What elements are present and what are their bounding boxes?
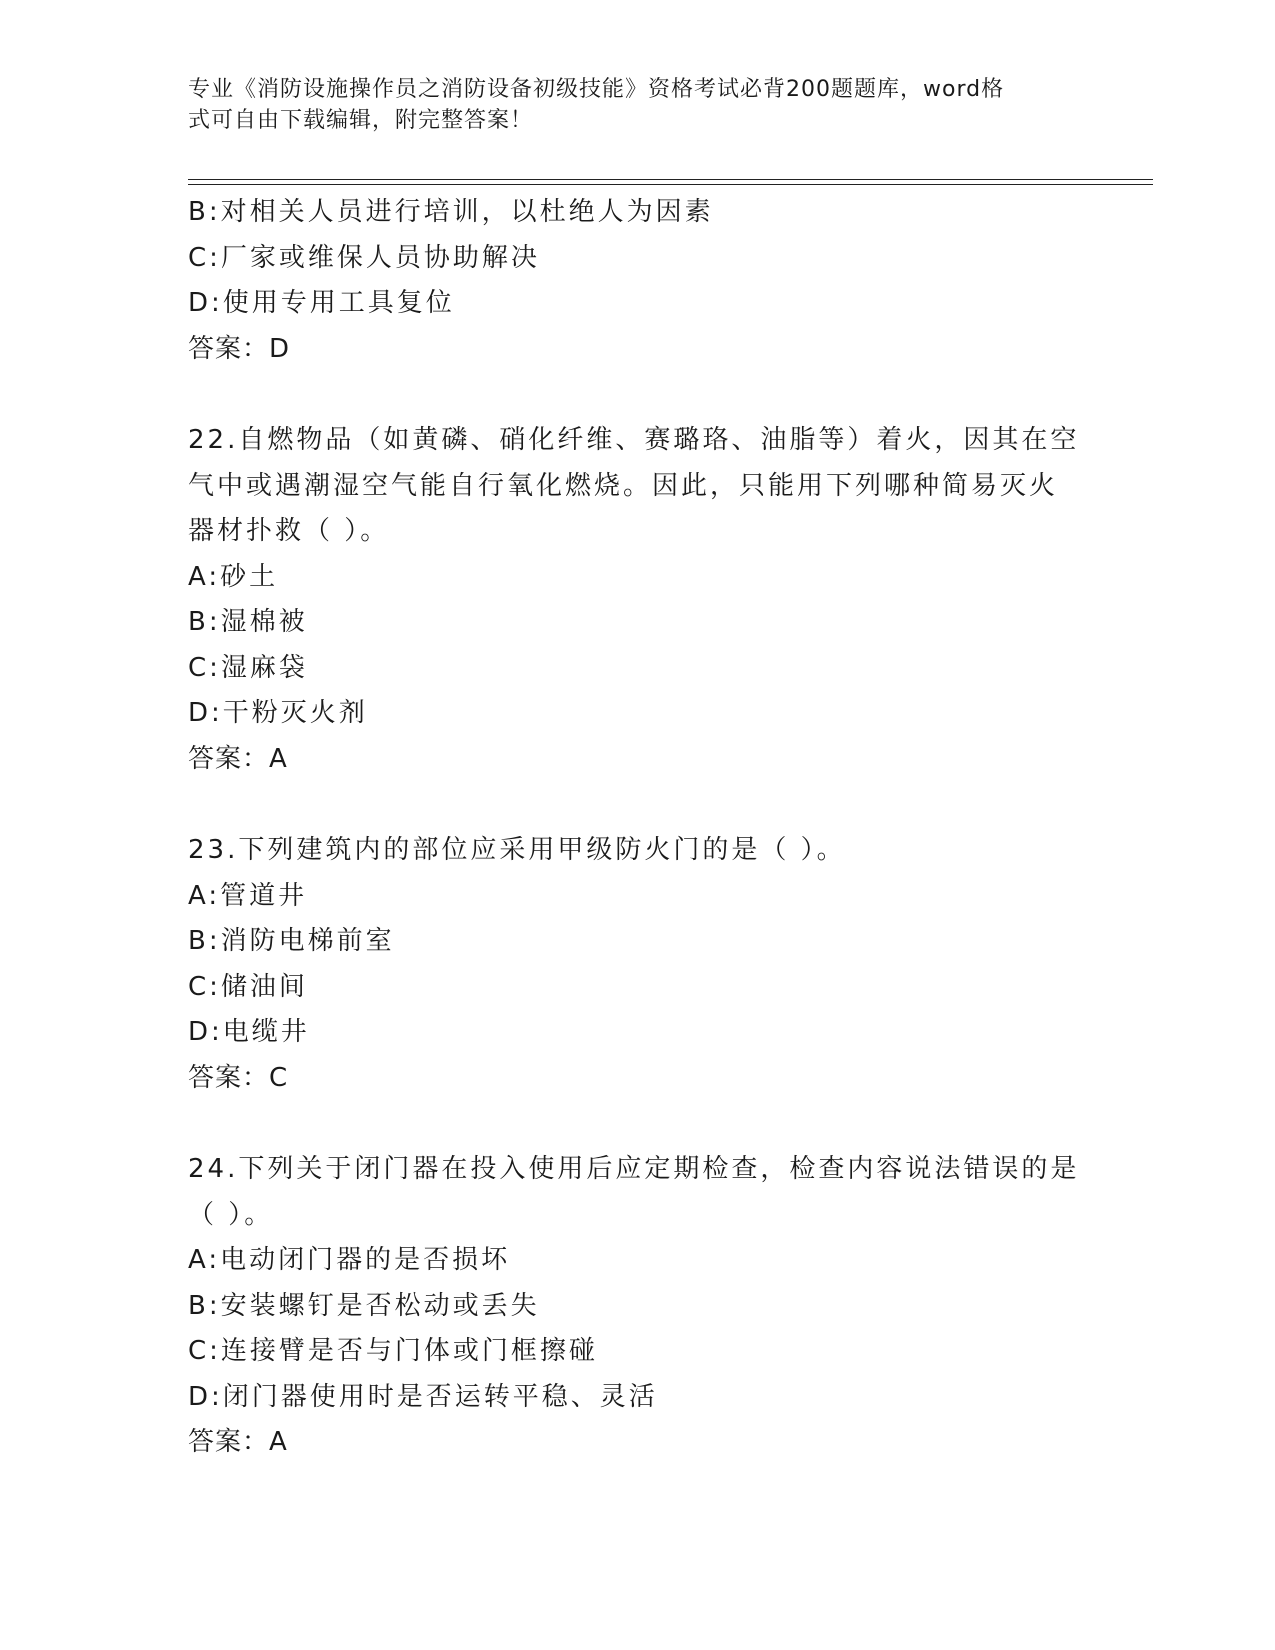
option-d: D:闭门器使用时是否运转平稳、灵活 [188,1381,658,1412]
question-list [188,190,1088,1466]
option-b: B:安装螺钉是否松动或丢失 [188,1290,540,1321]
question-24 [188,1147,1088,1466]
option-c: C:储油间 [188,971,308,1002]
question-stem-line: 24.下列关于闭门器在投入使用后应定期检查，检查内容说法错误的是 [188,1154,1080,1184]
option-b: B:消防电梯前室 [188,926,395,956]
header-divider-bottom [188,184,1153,185]
question-spacer [188,782,1088,828]
answer: 答案：A [188,743,288,774]
option-d: D:电缆井 [188,1017,310,1047]
answer: 答案：D [188,333,291,364]
option-d: D:干粉灭火剂 [188,698,368,728]
header-line-1: 专业《消防设施操作员之消防设备初级技能》资格考试必背200题题库，word格 [188,77,1005,102]
document-header [188,74,1068,136]
question-spacer [188,1101,1088,1147]
question-stem-line: （ ）。 [188,1199,274,1230]
question-stem-line: 气中或遇潮湿空气能自行氧化燃烧。因此，只能用下列哪种简易灭火 [188,470,1059,501]
question-21-tail [188,190,1088,372]
option-c: C:湿麻袋 [188,652,308,683]
option-c: C:连接臂是否与门体或门框擦碰 [188,1336,598,1366]
option-c: C:厂家或维保人员协助解决 [188,242,540,273]
answer: 答案：A [188,1427,288,1457]
question-stem-line: 器材扑救（ ）。 [188,516,390,546]
header-divider-top [188,179,1153,180]
question-spacer [188,372,1088,418]
option-a: A:电动闭门器的是否损坏 [188,1245,511,1275]
question-23 [188,828,1088,1101]
option-a: A:砂土 [188,561,279,592]
option-b: B:对相关人员进行培训，以杜绝人为因素 [188,197,714,227]
question-22 [188,418,1088,782]
question-stem-line: 22.自燃物品（如黄磷、硝化纤维、赛璐珞、油脂等）着火，因其在空 [188,425,1080,455]
option-b: B:湿棉被 [188,607,308,637]
header-line-2: 式可自由下载编辑，附完整答案！ [188,108,534,133]
option-a: A:管道井 [188,880,308,911]
question-stem-line: 23.下列建筑内的部位应采用甲级防火门的是（ ）。 [188,835,846,865]
answer: 答案：C [188,1062,289,1093]
option-d: D:使用专用工具复位 [188,288,455,318]
